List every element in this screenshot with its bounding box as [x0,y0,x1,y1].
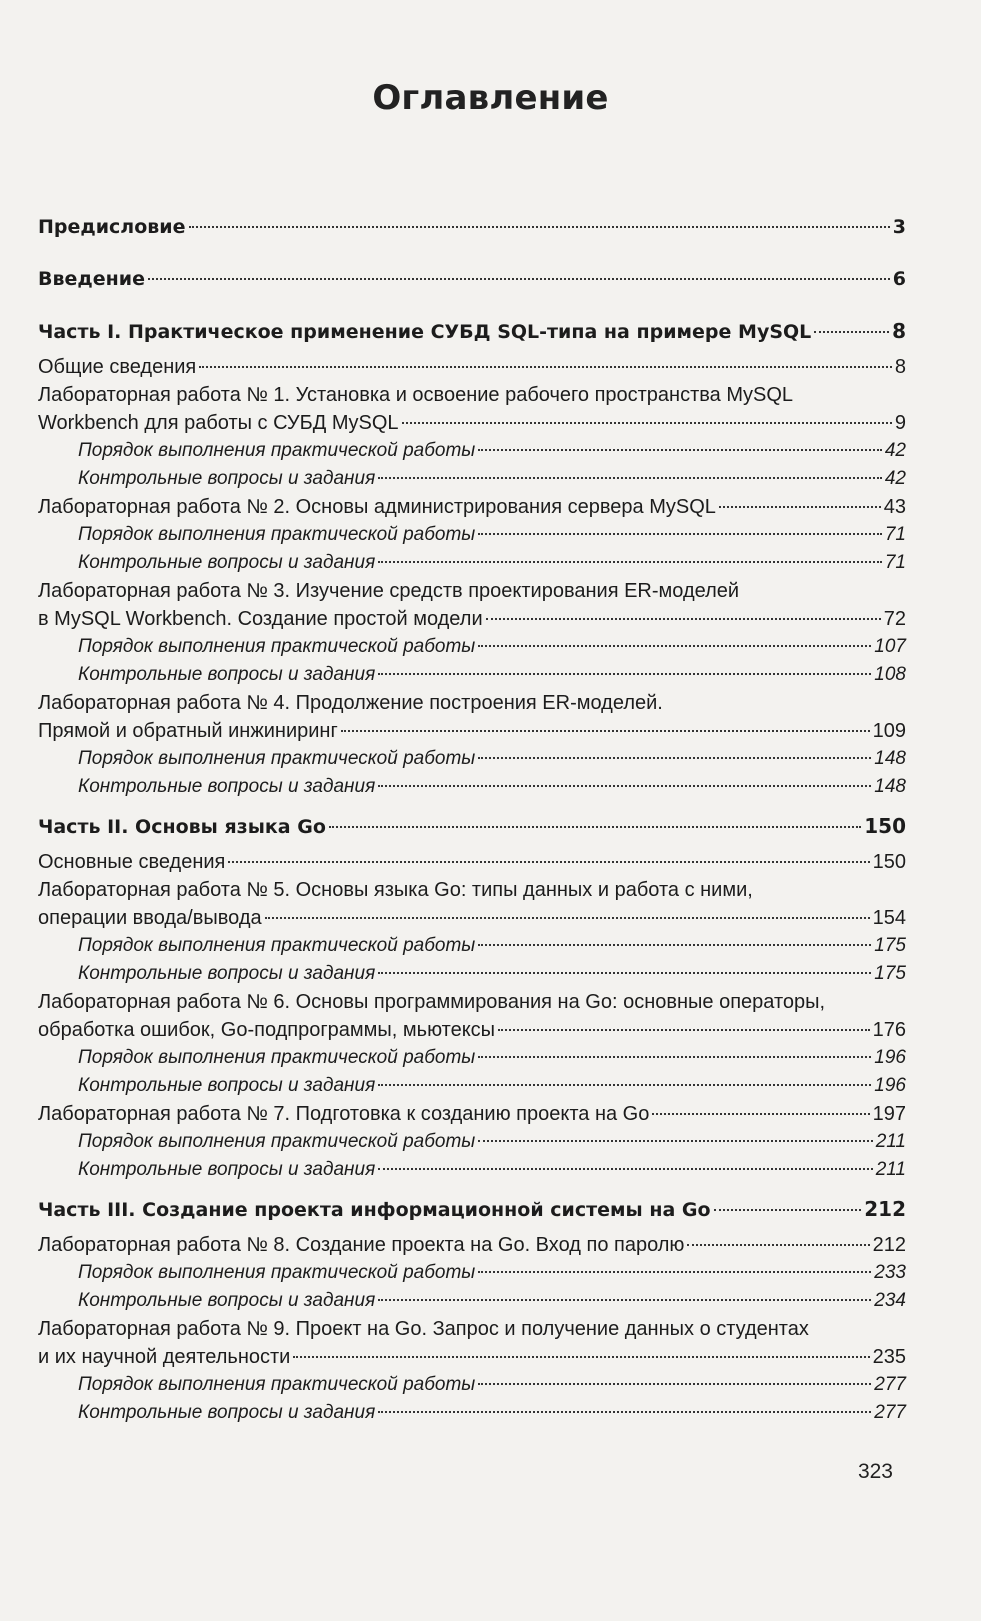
dot-leader [478,1271,871,1273]
toc-subentry-procedure [38,633,906,661]
dot-leader [486,618,881,620]
dot-leader [478,757,871,759]
dot-leader [199,366,892,368]
dot-leader [478,1383,871,1385]
toc-subentry-procedure [38,1044,906,1072]
toc-page-number: 71 [884,552,906,573]
toc-subentry-questions [38,960,906,988]
toc-entry-label: в MySQL Workbench. Создание простой модели [38,608,483,630]
toc-subentry-questions [38,549,906,577]
toc-entry-lab4 [38,717,906,745]
toc-entry-label: Контрольные вопросы и задания [78,963,376,984]
dot-leader [478,645,871,647]
dot-leader [478,1056,871,1058]
toc-page-number: 211 [875,1131,906,1152]
toc-entry-lab5-line1: Лабораторная работа № 5. Основы языка Go: типы данных и работа с ними, [38,879,753,901]
toc-entry-label: Контрольные вопросы и задания [78,552,376,573]
dot-leader [378,673,871,675]
toc-entry-intro [38,264,906,294]
dot-leader [378,785,871,787]
toc-subentry-procedure [38,1371,906,1399]
dot-leader [293,1356,869,1358]
toc-entry-label: Основные сведения [38,851,226,873]
toc-entry-preface [38,212,906,242]
dot-leader [714,1209,862,1211]
toc-page-number: 148 [874,748,906,769]
toc-entry-lab8 [38,1231,906,1259]
dot-leader [719,506,881,508]
toc-entry-label: Общие сведения [38,356,197,378]
toc-page-number: 150 [864,814,906,838]
toc-subentry-questions [38,1156,906,1184]
toc-subentry-procedure [38,932,906,960]
toc-entry-label: Порядок выполнения практической работы [78,1131,476,1152]
dot-leader [378,1299,871,1301]
toc-page-number: 9 [894,412,906,434]
toc-entry-label: Прямой и обратный инжиниринг [38,720,338,742]
dot-leader [478,449,882,451]
toc-entry-label: обработка ошибок, Go-подпрограммы, мьютексы [38,1019,496,1041]
toc-entry-lab1-line1: Лабораторная работа № 1. Установка и освоение рабочего пространства MySQL [38,384,794,406]
toc-entry-lab6-line1: Лабораторная работа № 6. Основы программирования на Go: основные операторы, [38,991,826,1013]
toc-entry-label: Порядок выполнения практической работы [78,935,476,956]
toc-subentry-questions [38,465,906,493]
toc-subentry-procedure [38,745,906,773]
dot-leader [228,861,869,863]
toc-page-number: 196 [874,1047,906,1068]
toc-page-number: 154 [872,907,906,929]
toc-page-number: 175 [874,935,906,956]
dot-leader [478,533,882,535]
toc-page-number: 108 [874,664,906,685]
toc-entry-lab5 [38,904,906,932]
table-of-contents [38,212,906,1427]
toc-subentry-questions [38,1072,906,1100]
dot-leader [814,331,889,333]
toc-entry-label: Предисловие [38,216,186,238]
toc-entry-lab3-line1: Лабораторная работа № 3. Изучение средств проектирования ER-моделей [38,580,740,602]
toc-page-number: 211 [875,1159,906,1180]
dot-leader [478,1140,872,1142]
dot-leader [265,917,870,919]
toc-page-number: 6 [892,268,906,290]
dot-leader [148,278,890,280]
dot-leader [378,561,882,563]
toc-entry-label: Лабораторная работа № 8. Создание проекта на Go. Вход по паролю [38,1234,685,1256]
dot-leader [189,226,890,228]
toc-page-number: 71 [884,524,906,545]
toc-subentry-procedure [38,1128,906,1156]
toc-part-label: Часть III. Создание проекта информационной системы на Go [38,1199,711,1221]
toc-part-2 [38,811,906,842]
toc-entry-label: Контрольные вопросы и задания [78,1290,376,1311]
toc-entry-label: Контрольные вопросы и задания [78,1159,376,1180]
toc-subentry-procedure [38,437,906,465]
toc-entry-label: Контрольные вопросы и задания [78,468,376,489]
toc-subentry-questions [38,661,906,689]
dot-leader [378,1168,872,1170]
toc-entry-label: Контрольные вопросы и задания [78,776,376,797]
toc-entry-basics [38,848,906,876]
toc-page-number: 175 [874,963,906,984]
toc-page-number: 42 [884,468,906,489]
page-number: 323 [857,1460,893,1483]
toc-page-number: 8 [892,319,906,343]
dot-leader [378,1084,871,1086]
toc-page-number: 109 [872,720,906,742]
toc-subentry-procedure [38,1259,906,1287]
toc-entry-lab7 [38,1100,906,1128]
toc-entry-lab4-line1: Лабораторная работа № 4. Продолжение построения ER-моделей. [38,692,663,714]
toc-entry-lab3 [38,605,906,633]
toc-page-number: 72 [883,608,906,630]
toc-entry-lab6 [38,1016,906,1044]
toc-entry-label: Порядок выполнения практической работы [78,1374,476,1395]
toc-entry-general [38,353,906,381]
dot-leader [378,972,871,974]
dot-leader [378,1411,871,1413]
toc-page-number: 233 [874,1262,906,1283]
toc-page-number: 212 [864,1197,906,1221]
toc-entry-label: Порядок выполнения практической работы [78,524,476,545]
toc-entry-label: Порядок выполнения практической работы [78,748,476,769]
toc-page-number: 212 [872,1234,906,1256]
toc-entry-lab2 [38,493,906,521]
toc-entry-label: Порядок выполнения практической работы [78,1262,476,1283]
toc-page-number: 234 [874,1290,906,1311]
toc-page-number: 3 [892,216,906,238]
dot-leader [652,1113,869,1115]
toc-part-3 [38,1194,906,1225]
toc-page-number: 277 [874,1402,906,1423]
dot-leader [341,730,870,732]
toc-page-number: 277 [874,1374,906,1395]
toc-subentry-questions [38,773,906,801]
dot-leader [687,1244,869,1246]
toc-entry-label: операции ввода/вывода [38,907,262,929]
toc-entry-label: Workbench для работы с СУБД MySQL [38,412,399,434]
toc-part-label: Часть I. Практическое применение СУБД SQL-типа на примере MySQL [38,321,812,343]
toc-entry-label: Лабораторная работа № 7. Подготовка к созданию проекта на Go [38,1103,650,1125]
toc-entry-label: Порядок выполнения практической работы [78,440,476,461]
toc-entry-label: Порядок выполнения практической работы [78,1047,476,1068]
page-title: Оглавление [372,78,609,118]
toc-page-number: 235 [872,1346,906,1368]
toc-entry-label: Порядок выполнения практической работы [78,636,476,657]
dot-leader [498,1029,870,1031]
dot-leader [378,477,882,479]
toc-page-number: 197 [872,1103,906,1125]
toc-page-number: 196 [874,1075,906,1096]
toc-subentry-procedure [38,521,906,549]
toc-page-number: 176 [872,1019,906,1041]
toc-page-number: 43 [883,496,906,518]
toc-page-number: 42 [884,440,906,461]
toc-entry-lab1 [38,409,906,437]
dot-leader [329,826,861,828]
toc-entry-label: Введение [38,268,145,290]
toc-subentry-questions [38,1287,906,1315]
toc-page-number: 107 [874,636,906,657]
dot-leader [402,422,892,424]
toc-page-number: 150 [872,851,906,873]
toc-entry-label: Контрольные вопросы и задания [78,1402,376,1423]
toc-entry-label: Контрольные вопросы и задания [78,1075,376,1096]
toc-part-label: Часть II. Основы языка Go [38,816,326,838]
toc-page-number: 148 [874,776,906,797]
toc-entry-lab9 [38,1343,906,1371]
toc-entry-label: Контрольные вопросы и задания [78,664,376,685]
toc-page-number: 8 [894,356,906,378]
toc-part-1 [38,316,906,347]
toc-entry-label: Лабораторная работа № 2. Основы администрирования сервера MySQL [38,496,716,518]
toc-entry-label: и их научной деятельности [38,1346,291,1368]
toc-subentry-questions [38,1399,906,1427]
toc-entry-lab9-line1: Лабораторная работа № 9. Проект на Go. Запрос и получение данных о студентах [38,1318,809,1340]
dot-leader [478,944,871,946]
